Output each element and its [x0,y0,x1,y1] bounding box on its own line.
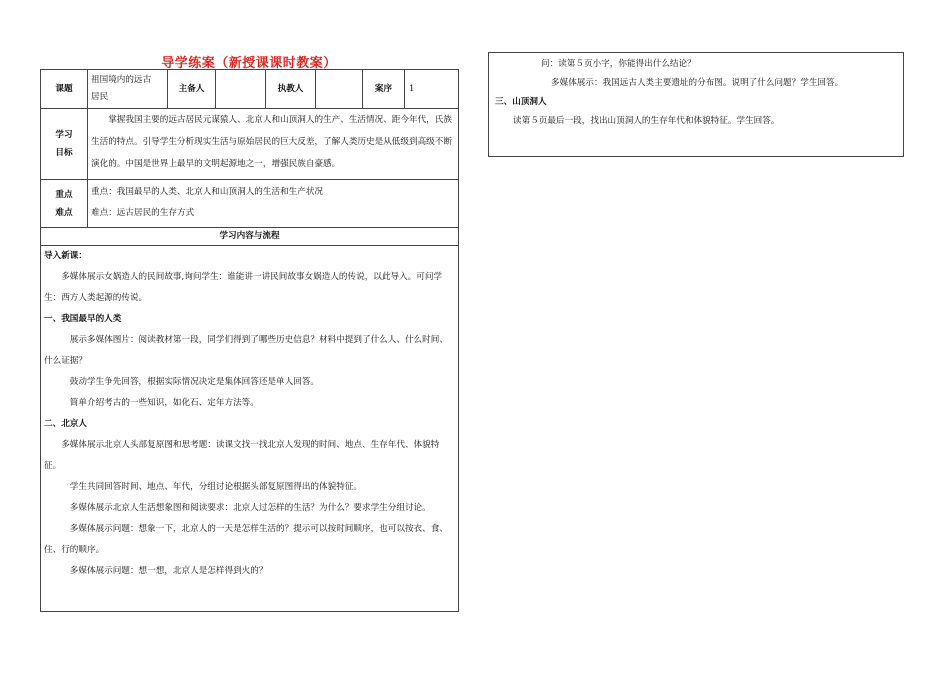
section2-para1: 多媒体展示北京人头部复原图和思考题：读课文找一找北京人发现的时间、地点、生存年代、体貌特征。 [44,440,440,471]
difficulty: 难点：远古居民的生存方式 [91,208,195,218]
section1-para3: 简单介绍考古的一些知识，如化石、定年方法等。 [69,398,259,408]
goals-text-cell [88,109,459,180]
section3-text: 读第５页最后一段，找出山顶洞人的生存年代和体貌特征。学生回答。 [513,116,780,126]
section1-para1: 展示多媒体图片：阅读教材第一段，同学们得到了哪些历史信息？材料中提到了什么人、什么时间、什么证据？ [44,335,448,366]
lesson-plan-table [40,69,459,612]
section2-para2: 学生共同回答时间、地点、年代，分组讨论根据头部复原图得出的体貌特征。 [69,482,362,492]
topic-value-line1: 祖国境内的远古 [91,75,152,85]
header-row [41,70,459,109]
preparer-label: 主备人 [168,70,216,109]
key-point: 重点：我国最早的人类、北京人和山顶洞人的生活和生产状况 [91,187,324,197]
content-header-row [41,228,459,246]
content-header: 学习内容与流程 [41,228,459,246]
document-title: 导学练案（新授课课时教案） [161,56,337,71]
focus-text-cell [88,180,459,228]
goals-row [41,109,459,180]
content-cell [41,246,459,612]
question-line: 问：读第５页小字，你能得出什么结论？ [541,59,696,69]
topic-label: 课题 [41,70,88,109]
focus-row [41,180,459,228]
goals-label-line2: 目标 [55,148,73,158]
goals-text: 掌握我国主要的远古居民元谋猿人、北京人和山顶洞人的生产、生活情况、距今年代，氏族生活的特点。引导学生分析现实生活与原始居民的巨大反差，了解人类历史是从低级到高级不断演化的。中国是世界上最早的文明起源地之一，增强民族自豪感。 [91,115,452,169]
topic-value [88,70,168,109]
executor-value [316,70,363,109]
continuation-box [488,52,904,157]
goals-label [41,109,88,180]
plan-no-label: 案序 [363,70,405,109]
section1-heading: 一、我国最早的人类 [44,314,122,324]
goals-label-line1: 学习 [55,130,73,140]
intro-text: 多媒体展示女娲造人的民间故事,询问学生：谁能讲一讲民间故事女娲造人的传说，以此导入。可问学生：西方人类起源的传说。 [44,272,443,303]
focus-label [41,180,88,228]
intro-heading: 导入新课： [44,251,87,261]
media-line: 多媒体展示：我国远古人类主要遗址的分布图。说明了什么问题？学生回答。 [551,78,844,88]
content-row [41,246,459,612]
preparer-value [216,70,266,109]
section2-para3: 多媒体展示北京人生活想象图和阅读要求：北京人过怎样的生活？为什么？要求学生分组讨论。 [69,503,431,513]
section1-para2: 鼓动学生争先回答，根据实际情况决定是集体回答还是单人回答。 [69,377,320,387]
focus-label-line2: 难点 [55,207,73,218]
section2-para4: 多媒体展示问题：想象一下，北京人的一天是怎样生活的？提示可以按时间顺序，也可以按衣、食、住、行的顺序。 [44,524,448,555]
focus-label-line1: 重点 [55,189,73,200]
executor-label: 执教人 [266,70,316,109]
topic-value-line2: 居民 [91,92,109,102]
plan-no-value: 1 [405,70,459,109]
section2-heading: 二、北京人 [44,419,87,429]
section3-heading: 三、山顶洞人 [495,97,547,107]
section2-para5: 多媒体展示问题：想一想，北京人是怎样得到火的？ [69,566,268,576]
